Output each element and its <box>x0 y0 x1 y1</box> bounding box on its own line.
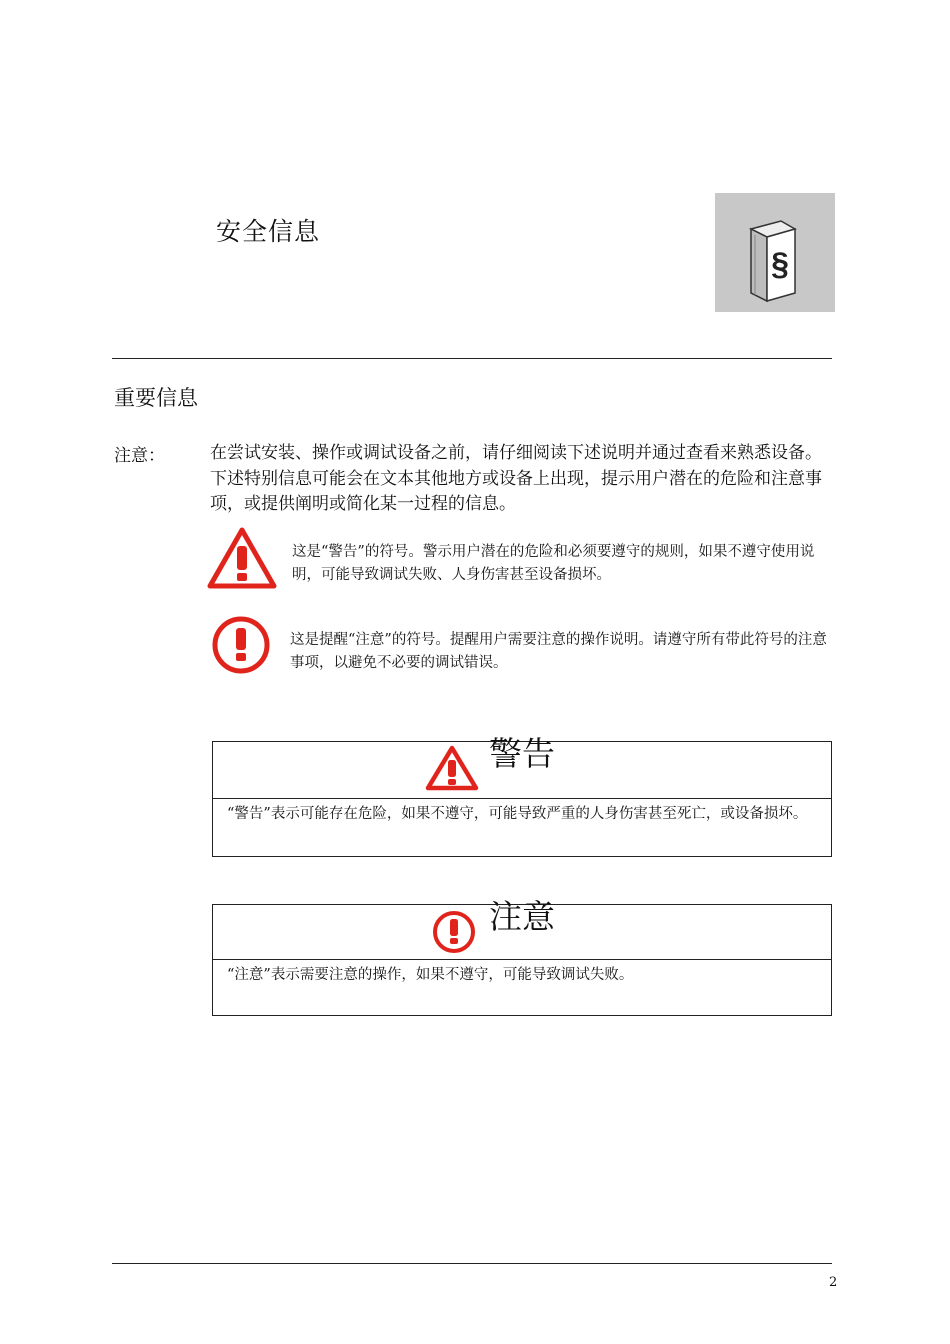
caution-box <box>212 897 832 1016</box>
caution-box-body: “注意”表示需要注意的操作，如果不遵守，可能导致调试失败。 <box>227 967 634 983</box>
page-title: 安全信息 <box>216 217 321 246</box>
caution-symbol-description: 这是提醒“注意”的符号。提醒用户需要注意的操作说明。请遵守所有带此符号的注意事项，以避免不必要的调试错误。 <box>290 632 827 671</box>
warning-box-body: “警告”表示可能存在危险，如果不遵守，可能导致严重的人身伤害甚至死亡，或设备损坏。 <box>227 806 808 822</box>
section-heading: 重要信息 <box>114 386 198 410</box>
svg-text:§: § <box>771 246 789 282</box>
caution-circle-icon <box>431 909 477 955</box>
warning-box-heading: 警告 <box>489 734 555 773</box>
caution-box-heading: 注意 <box>489 897 555 936</box>
warning-triangle-icon <box>207 527 277 589</box>
warning-symbol-description: 这是“警告”的符号。警示用户潜在的危险和必须要遵守的规则，如果不遵守使用说明，可能导致调试失败、人身伤害甚至设备损坏。 <box>292 544 815 583</box>
warning-triangle-icon <box>425 745 479 791</box>
caution-circle-icon <box>210 615 272 675</box>
note-text: 在尝试安装、操作或调试设备之前，请仔细阅读下述说明并通过查看来熟悉设备。下述特别信息可能会在文本其他地方或设备上出现，提示用户潜在的危险和注意事项，或提供阐明或简化某一过程的信息。 <box>210 443 822 514</box>
warning-box-header <box>213 734 831 799</box>
warning-box <box>212 734 832 857</box>
page-number: 2 <box>829 1275 838 1290</box>
section-book-icon <box>715 193 835 312</box>
top-divider <box>112 358 832 359</box>
note-label: 注意： <box>114 446 165 466</box>
caution-box-header <box>213 897 831 960</box>
bottom-divider <box>112 1263 832 1264</box>
